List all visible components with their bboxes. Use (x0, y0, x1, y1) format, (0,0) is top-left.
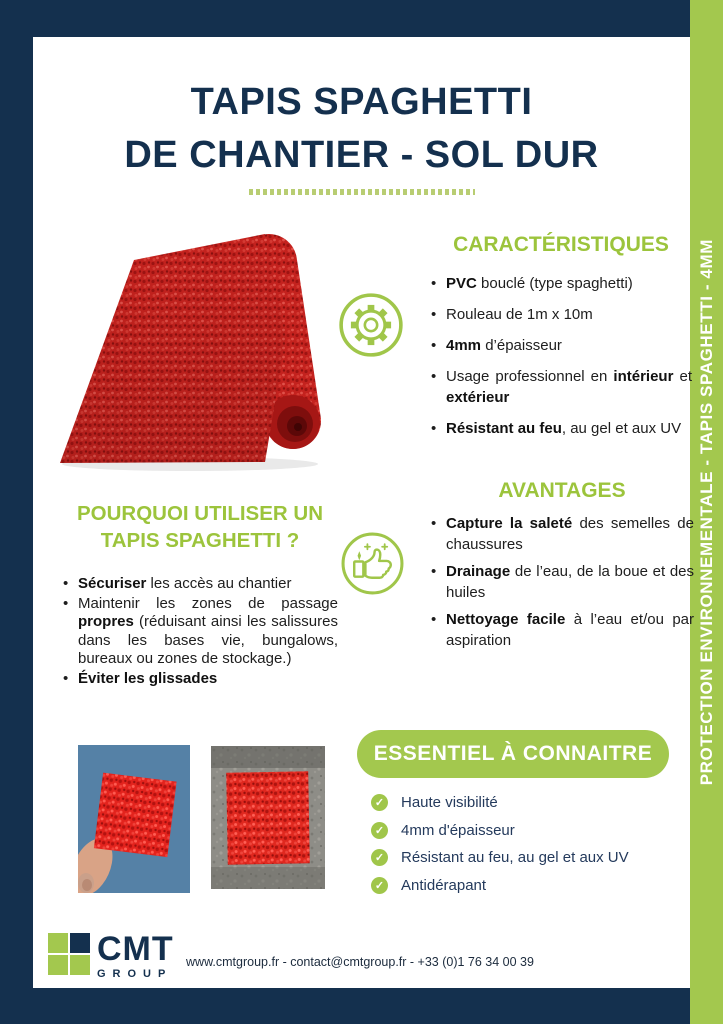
checklist-label: Antidérapant (401, 876, 487, 894)
characteristics-list (430, 273, 692, 439)
check-icon: ✓ (371, 822, 388, 839)
sample-photo-concrete (211, 746, 325, 889)
gear-icon (337, 291, 405, 359)
logo-square-green (48, 933, 68, 953)
checklist-label: Résistant au feu, au gel et aux UV (401, 849, 629, 867)
list-item: • 4mm d’épaisseur (430, 335, 692, 356)
advantages-list (430, 513, 694, 651)
list-item: • Éviter les glissades (62, 670, 338, 689)
product-photo-red-mat (52, 216, 342, 474)
section-why (62, 500, 338, 689)
list-item: • Résistant au feu, au gel et aux UV (430, 418, 692, 439)
cmt-logo-squares (48, 933, 90, 980)
essentials-checklist (371, 789, 676, 899)
logo-square-navy (70, 933, 90, 953)
why-heading-line2: TAPIS SPAGHETTI ? (100, 529, 300, 552)
section-advantages (430, 477, 694, 657)
logo-square-green (70, 955, 90, 975)
list-item: • Usage professionnel en intérieur et extérieur (430, 366, 692, 408)
frame-left-bar (0, 0, 33, 988)
list-item: • Nettoyage facile à l’eau et/ou par aspiration (430, 609, 694, 651)
logo-title: CMT (97, 930, 174, 968)
list-item: • PVC bouclé (type spaghetti) (430, 273, 692, 294)
checklist-row (371, 817, 676, 845)
checklist-row (371, 844, 676, 872)
check-icon: ✓ (371, 849, 388, 866)
essentials-banner: ESSENTIEL À CONNAITRE (357, 730, 669, 778)
side-banner (690, 0, 723, 1024)
list-item: • Sécuriser les accès au chantier (62, 575, 338, 594)
characteristics-heading: CARACTÉRISTIQUES (453, 233, 669, 256)
frame-bottom-bar (0, 988, 690, 1024)
checklist-row (371, 789, 676, 817)
section-characteristics (430, 231, 692, 449)
list-item: • Rouleau de 1m x 10m (430, 304, 692, 325)
frame-top-bar (0, 0, 690, 37)
why-heading-line1: POURQUOI UTILISER UN (76, 502, 323, 525)
side-banner-text: PROTECTION ENVIRONNEMENTALE - TAPIS SPAGHETTI - 4MM (696, 238, 716, 786)
why-heading (62, 500, 338, 554)
list-item: • Capture la saleté des semelles de chaussures (430, 513, 694, 555)
footer-contact: www.cmtgroup.fr - contact@cmtgroup.fr - +33 (0)1 76 34 00 39 (186, 955, 534, 969)
logo-subtitle: GROUP (97, 968, 173, 980)
check-icon: ✓ (371, 794, 388, 811)
check-icon: ✓ (371, 877, 388, 894)
checklist-label: 4mm d'épaisseur (401, 821, 515, 839)
dotted-divider (249, 189, 475, 195)
why-list (62, 575, 338, 688)
page-title-line1: TAPIS SPAGHETTI (190, 81, 533, 123)
page-title (33, 76, 690, 182)
list-item: • Maintenir les zones de passage propres (réduisant ainsi les salissures dans les bases vie, bungalows, bureaux ou zones de stockage.) (62, 595, 338, 669)
list-item: • Drainage de l’eau, de la boue et des huiles (430, 561, 694, 603)
thumbs-up-icon (340, 531, 405, 596)
page-title-line2: DE CHANTIER - SOL DUR (124, 134, 599, 176)
checklist-row (371, 872, 676, 900)
sample-photo-hand-blue (78, 745, 190, 893)
advantages-heading: AVANTAGES (498, 479, 626, 502)
logo-square-green (48, 955, 68, 975)
checklist-label: Haute visibilité (401, 794, 498, 812)
